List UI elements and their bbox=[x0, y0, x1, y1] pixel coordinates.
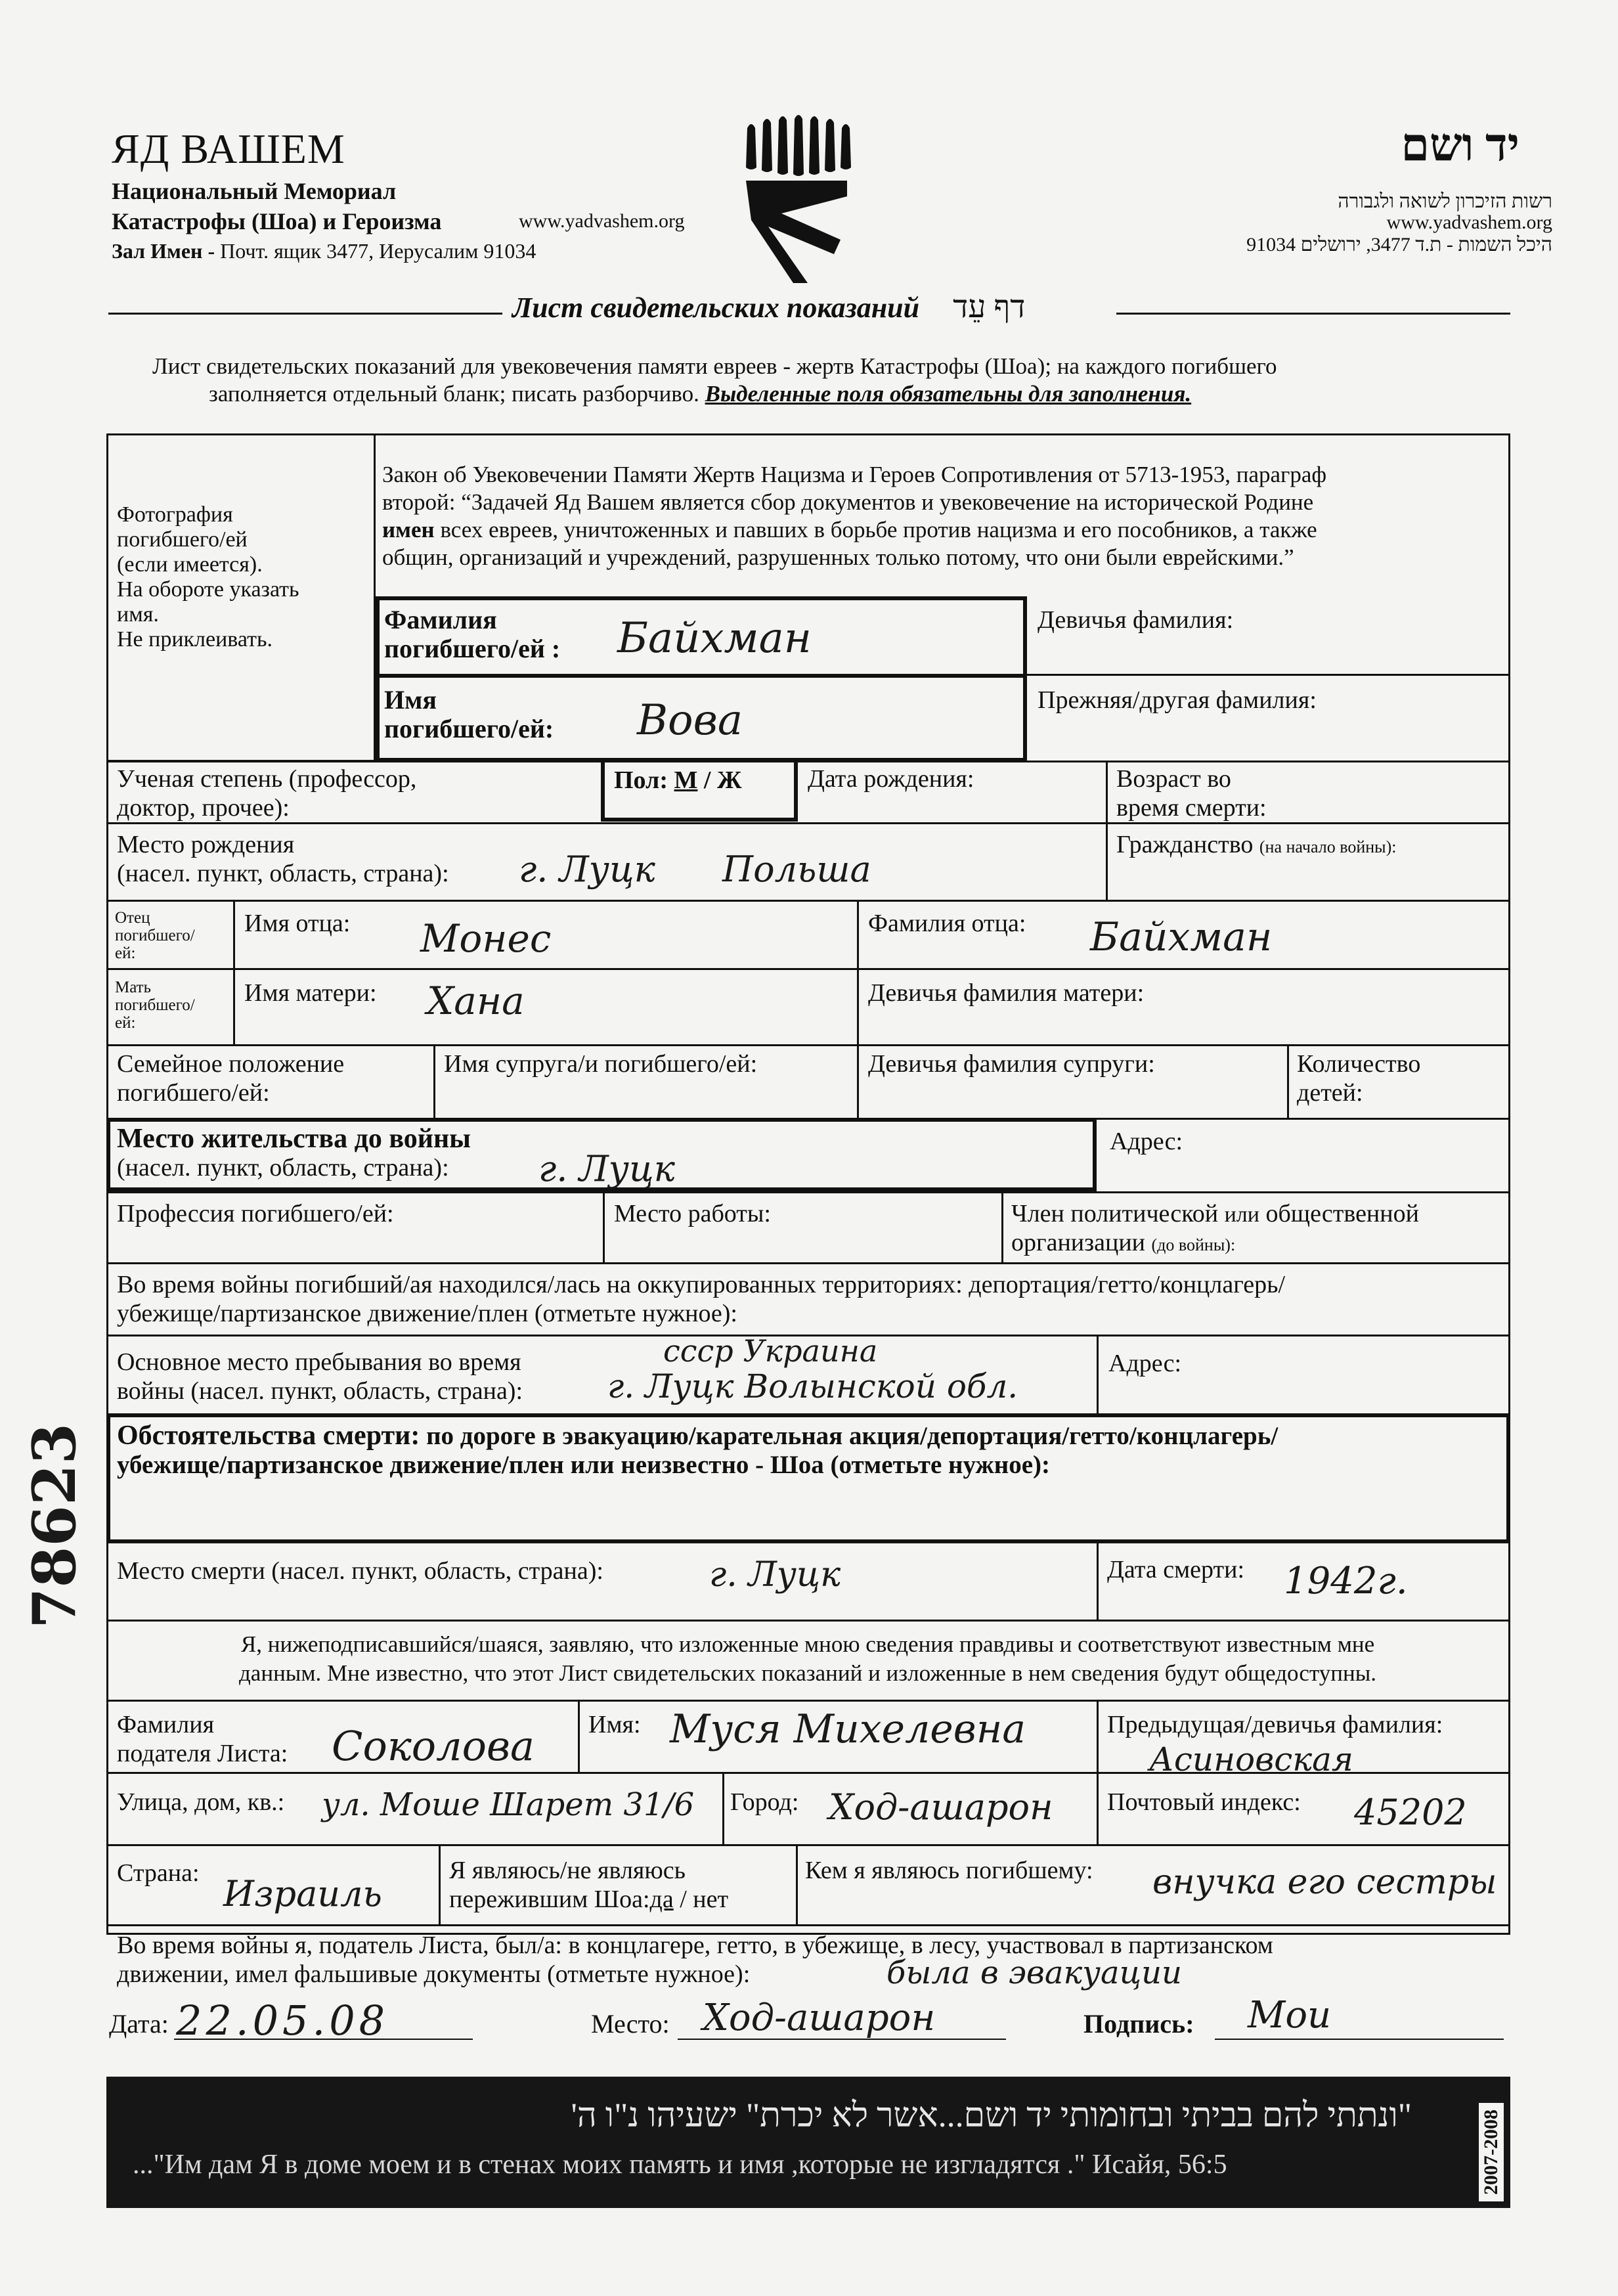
spouse-label: Имя супруга/и погибшего/ей: bbox=[444, 1050, 758, 1078]
war-territory-l2: убежище/партизанское движение/плен (отметьте нужное): bbox=[117, 1300, 737, 1327]
sex-m[interactable]: М bbox=[674, 766, 698, 794]
law-l4: общин, организаций и учреждений, разрушенных только потому, что они были еврейскими.” bbox=[382, 544, 1294, 570]
survivor-l1: Я являюсь/не являюсь bbox=[449, 1857, 686, 1884]
divider-family-1 bbox=[433, 1044, 435, 1118]
birthplace-l1: Место рождения bbox=[117, 831, 295, 858]
law-l3-text: всех евреев, уничтоженных и павших в борьбе против нацизма и его пособников, а также bbox=[440, 517, 1317, 542]
divider-death-date bbox=[1097, 1543, 1099, 1621]
residence-address-label: Адрес: bbox=[1110, 1128, 1183, 1155]
victim-name-value: Вова bbox=[637, 696, 743, 745]
place-label: Место: bbox=[591, 2009, 670, 2039]
row-profession-top bbox=[106, 1191, 1510, 1193]
banner-he: "ונתתי להם בביתי ובחומותי יד ושם...אשר לא יכרת" ישעיהו נ"ו ה' bbox=[571, 2097, 1412, 2134]
war-submitter-l2: движении, имел фальшивые документы (отметьте нужное): bbox=[117, 1960, 751, 1988]
victim-surname-value: Байхман bbox=[617, 614, 812, 663]
member-line-1 bbox=[1011, 1199, 1419, 1228]
victim-prev-label: Прежняя/другая фамилия: bbox=[1038, 686, 1317, 714]
sex-sep: / bbox=[697, 766, 717, 794]
divider-family-2 bbox=[857, 1044, 859, 1118]
submitter-surname-value: Соколова bbox=[332, 1722, 535, 1770]
org-title-he: יד ושם bbox=[1401, 120, 1520, 171]
age-l2: время смерти: bbox=[1116, 794, 1267, 822]
intro-line-2 bbox=[209, 381, 1191, 407]
photo-l5: имя. bbox=[117, 602, 159, 627]
victim-name-l1: Имя bbox=[384, 685, 437, 715]
form-title bbox=[512, 289, 1025, 325]
title-rule-right bbox=[1116, 313, 1510, 315]
profession-label: Профессия погибшего/ей: bbox=[117, 1200, 394, 1227]
divider-family-3 bbox=[1287, 1044, 1289, 1118]
age-label bbox=[1116, 764, 1267, 822]
father-name-value: Монес bbox=[420, 916, 552, 961]
law-l1: Закон об Увековечении Памяти Жертв Нацизма и Героев Сопротивления от 5713-1953, параграф bbox=[382, 462, 1327, 487]
death-place-label: Место смерти (насел. пункт, область, страна): bbox=[117, 1557, 603, 1585]
banner-ru: ..."Им дам Я в доме моем и в стенах моих память и имя ,которые не изгладятся ." Исайя, 56:5 bbox=[133, 2150, 1227, 2180]
intro-line-1: Лист свидетельских показаний для увековечения памяти евреев - жертв Катастрофы (Шоа); на каждого погибшего bbox=[152, 353, 1277, 379]
city-label: Город: bbox=[730, 1788, 799, 1816]
mother-side-2: погибшего/ bbox=[115, 996, 195, 1014]
divider-prev bbox=[1027, 674, 1510, 676]
residence-l1: Место жительства до войны bbox=[117, 1124, 471, 1154]
member-l2: организации bbox=[1011, 1229, 1146, 1256]
divider-citizenship bbox=[1106, 822, 1108, 900]
divider-sub-2 bbox=[1097, 1700, 1099, 1772]
mother-side-3: ей: bbox=[115, 1014, 136, 1032]
hall-address: Почт. ящик 3477, Иерусалим 91034 bbox=[220, 239, 536, 263]
death-place-value: г. Луцк bbox=[709, 1555, 841, 1595]
row-war-top bbox=[106, 1262, 1510, 1264]
birth-date-label: Дата рождения: bbox=[808, 765, 974, 793]
degree-l2: доктор, прочее): bbox=[117, 794, 290, 822]
family-status-l2: погибшего/ей: bbox=[117, 1079, 270, 1107]
row-father-top bbox=[106, 900, 1510, 902]
row-birth-top bbox=[106, 822, 1510, 824]
divider-father bbox=[857, 900, 859, 1044]
he-line-3: היכל השמות - ת.ד 3477, ירושלים 91034 bbox=[1246, 234, 1552, 255]
country-label: Страна: bbox=[117, 1859, 200, 1887]
father-side bbox=[115, 909, 195, 962]
death-circ-line-1 bbox=[117, 1421, 1278, 1451]
declaration bbox=[131, 1630, 1484, 1688]
divider-country-2 bbox=[796, 1844, 798, 1924]
victim-surname-l1: Фамилия bbox=[384, 605, 497, 634]
submitter-surname-l2: подателя Листа: bbox=[117, 1740, 288, 1767]
father-side-2: погибшего/ bbox=[115, 927, 195, 944]
member-l1: Член политической bbox=[1011, 1200, 1219, 1227]
date-label: Дата: bbox=[109, 2009, 169, 2039]
divider-prof-1 bbox=[603, 1191, 605, 1262]
org-title-ru: ЯД ВАШЕМ bbox=[112, 125, 345, 172]
divider-street-2 bbox=[1097, 1772, 1099, 1844]
website-right: www.yadvashem.org bbox=[1386, 211, 1552, 233]
birthplace-city: г. Луцк bbox=[519, 849, 655, 890]
divider-country-1 bbox=[439, 1844, 441, 1924]
victim-surname-label bbox=[384, 606, 560, 663]
form-title-he: דף עֵד bbox=[953, 290, 1026, 324]
divider-age bbox=[1106, 761, 1108, 824]
photo-l6: Не приклеивать. bbox=[117, 627, 273, 651]
death-circ-l2: убежище/партизанское движение/плен или неизвестно - Шоа (отметьте нужное): bbox=[117, 1451, 1051, 1479]
mother-name-value: Хана bbox=[427, 979, 525, 1023]
father-name-label: Имя отца: bbox=[244, 910, 351, 937]
war-submitter-value: была в эвакуации bbox=[886, 1954, 1182, 1991]
mother-name-label: Имя матери: bbox=[244, 979, 377, 1007]
degree-l1: Ученая степень (профессор, bbox=[117, 765, 417, 793]
submitter-name-value: Муся Михелевна bbox=[670, 1706, 1026, 1752]
divider-warplace bbox=[1097, 1335, 1099, 1415]
war-submitter-l1: Во время войны я, податель Листа, был/а: в концлагере, гетто, в убежище, в лесу, участвовал в партизанском bbox=[117, 1932, 1273, 1959]
photo-l3: (если имеется). bbox=[117, 552, 263, 577]
mother-side-1: Мать bbox=[115, 979, 152, 996]
survivor-l2: пережившим Шоа: bbox=[449, 1886, 650, 1913]
victim-surname-l2: погибшего/ей : bbox=[384, 634, 561, 663]
war-place-label bbox=[117, 1348, 523, 1405]
date-value: 22.05.08 bbox=[176, 1997, 389, 2044]
row-country-top bbox=[106, 1844, 1510, 1846]
footer-banner bbox=[106, 2077, 1510, 2208]
row-submitter-top bbox=[106, 1700, 1510, 1702]
zip-value: 45202 bbox=[1354, 1792, 1467, 1833]
law-l2: второй: “Задачей Яд Вашем является сбор документов и увековечение на исторической Родине bbox=[382, 489, 1314, 515]
zip-label: Почтовый индекс: bbox=[1107, 1788, 1301, 1816]
death-date-label: Дата смерти: bbox=[1107, 1556, 1245, 1583]
street-value: ул. Моше Шарет 31/6 bbox=[322, 1786, 695, 1823]
photo-l4: На обороте указать bbox=[117, 577, 299, 602]
hall-of-names bbox=[112, 239, 536, 263]
law-names: имен bbox=[382, 517, 435, 542]
intro-text-2: заполняется отдельный бланк; писать разборчиво. bbox=[209, 381, 699, 407]
submitter-surname-l1: Фамилия bbox=[117, 1711, 215, 1738]
victim-maiden-label: Девичья фамилия: bbox=[1038, 606, 1234, 634]
place-underline bbox=[678, 2039, 1006, 2040]
declaration-l1: Я, нижеподписавшийся/шаяся, заявляю, что изложенные мною сведения правдивы и соответствуют известным мне bbox=[240, 1631, 1375, 1657]
family-status-l1: Семейное положение bbox=[117, 1050, 345, 1078]
submitter-surname-label bbox=[117, 1710, 288, 1768]
father-side-1: Отец bbox=[115, 909, 150, 927]
org-subtitle-2: Катастрофы (Шоа) и Героизма bbox=[112, 208, 442, 234]
divider-father-side bbox=[233, 900, 235, 1044]
submitter-prev-value: Асиновская bbox=[1149, 1740, 1353, 1778]
degree-label bbox=[117, 764, 416, 822]
row-war-submitter-top bbox=[106, 1924, 1510, 1926]
hall-label: Зал Имен - bbox=[112, 239, 215, 263]
residence-l2: (насел. пункт, область, страна): bbox=[117, 1154, 449, 1181]
war-place-address-label: Адрес: bbox=[1108, 1350, 1182, 1377]
sex-f[interactable]: Ж bbox=[716, 766, 742, 794]
row-family-top bbox=[106, 1044, 1510, 1046]
children-l2: детей: bbox=[1297, 1079, 1363, 1107]
title-rule-left bbox=[108, 313, 502, 315]
banner-years: 2007-2008 bbox=[1479, 2103, 1504, 2201]
war-place-top-value: ссср Украина bbox=[663, 1333, 878, 1369]
residence-label bbox=[117, 1124, 471, 1182]
victim-name-label bbox=[384, 686, 554, 743]
side-number: 78623 bbox=[20, 1423, 89, 1629]
birthplace-label bbox=[117, 830, 449, 888]
war-place-l1: Основное место пребывания во время bbox=[117, 1348, 521, 1376]
relation-value: внучка его сестры bbox=[1152, 1863, 1497, 1902]
sex-label-text: Пол: bbox=[614, 766, 668, 794]
victim-name-l2: погибшего/ей: bbox=[384, 714, 554, 743]
photo-box-text bbox=[117, 502, 299, 652]
citizenship-text: Гражданство bbox=[1116, 831, 1254, 858]
divider-street-1 bbox=[722, 1772, 724, 1844]
member-label bbox=[1011, 1199, 1419, 1257]
death-circ-l1: по дороге в эвакуацию/карательная акция/депортация/гетто/концлагерь/ bbox=[426, 1422, 1279, 1450]
war-territory bbox=[117, 1270, 1285, 1328]
citizenship-note: (на начало войны): bbox=[1259, 837, 1397, 856]
photo-l1: Фотография bbox=[117, 502, 233, 527]
work-label: Место работы: bbox=[614, 1200, 771, 1227]
survivor-line-2 bbox=[449, 1885, 728, 1914]
yad-vashem-logo-icon bbox=[742, 115, 854, 286]
member-or: или bbox=[1224, 1203, 1259, 1227]
place-value: Ход-ашарон bbox=[703, 1997, 936, 2039]
country-value: Израиль bbox=[223, 1873, 382, 1914]
date-underline bbox=[174, 2039, 473, 2040]
org-subtitle-1: Национальный Мемориал bbox=[112, 178, 397, 204]
city-value: Ход-ашарон bbox=[829, 1786, 1053, 1828]
row-mother-top bbox=[106, 968, 1510, 970]
divider-prof-2 bbox=[1001, 1191, 1003, 1262]
mother-side bbox=[115, 979, 195, 1032]
birthplace-l2: (насел. пункт, область, страна): bbox=[117, 860, 449, 887]
declaration-l2: данным. Мне известно, что этот Лист свидетельских показаний и изложенные в нем сведения будут общедоступны. bbox=[239, 1660, 1376, 1686]
father-surname-value: Байхман bbox=[1090, 914, 1273, 960]
survivor-yes[interactable]: да bbox=[649, 1886, 674, 1913]
war-place-value: г. Луцк Волынской обл. bbox=[607, 1367, 1018, 1405]
member-l2b: (до войны): bbox=[1151, 1235, 1236, 1254]
citizenship-label bbox=[1116, 830, 1397, 859]
required-note: Выделенные поля обязательны для заполнения. bbox=[705, 381, 1192, 407]
children-label bbox=[1297, 1049, 1420, 1107]
sign-value: Мои bbox=[1248, 1994, 1332, 2037]
father-side-3: ей: bbox=[115, 944, 136, 962]
survivor-no[interactable]: / нет bbox=[673, 1886, 729, 1913]
war-place-l2: войны (насел. пункт, область, страна): bbox=[117, 1377, 523, 1405]
submitter-prev-label: Предыдущая/девичья фамилия: bbox=[1107, 1711, 1443, 1738]
law-text bbox=[382, 461, 1326, 571]
form-title-ru: Лист свидетельских показаний bbox=[512, 292, 920, 324]
mother-maiden-label: Девичья фамилия матери: bbox=[868, 979, 1145, 1007]
age-l1: Возраст во bbox=[1116, 765, 1231, 793]
sign-label: Подпись: bbox=[1083, 2009, 1194, 2039]
sign-underline bbox=[1215, 2039, 1504, 2040]
row-decl-top bbox=[106, 1620, 1510, 1622]
photo-l2: погибшего/ей bbox=[117, 527, 248, 552]
residence-value: г. Луцк bbox=[538, 1148, 675, 1189]
row-degree-top bbox=[106, 761, 1510, 762]
website-left: www.yadvashem.org bbox=[519, 210, 685, 232]
street-label: Улица, дом, кв.: bbox=[117, 1788, 285, 1816]
relation-label: Кем я являюсь погибшему: bbox=[805, 1857, 1093, 1884]
member-l1c: общественной bbox=[1265, 1200, 1419, 1227]
sex-label bbox=[614, 766, 742, 795]
header bbox=[0, 0, 1618, 302]
row-street-top bbox=[106, 1772, 1510, 1774]
death-circumstances bbox=[117, 1421, 1278, 1480]
father-surname-label: Фамилия отца: bbox=[868, 910, 1026, 937]
war-territory-l1: Во время войны погибший/ая находился/лась на оккупированных территориях: депортация/гетто/концлагерь/ bbox=[117, 1271, 1286, 1298]
divider-sub-1 bbox=[578, 1700, 580, 1772]
birthplace-country: Польша bbox=[722, 849, 871, 890]
spouse-maiden-label: Девичья фамилия супруги: bbox=[868, 1050, 1155, 1078]
law-l3 bbox=[382, 516, 1326, 544]
survivor-label bbox=[449, 1856, 728, 1914]
he-line-1: רשות הזיכרון לשואה ולגבורה bbox=[1338, 190, 1552, 212]
death-date-value: 1942г. bbox=[1284, 1560, 1408, 1602]
children-l1: Количество bbox=[1297, 1050, 1421, 1078]
death-circ-bold: Обстоятельства смерти: bbox=[117, 1421, 420, 1451]
family-status-label bbox=[117, 1049, 344, 1107]
submitter-name-label: Имя: bbox=[588, 1711, 641, 1738]
member-line-2 bbox=[1011, 1228, 1419, 1257]
